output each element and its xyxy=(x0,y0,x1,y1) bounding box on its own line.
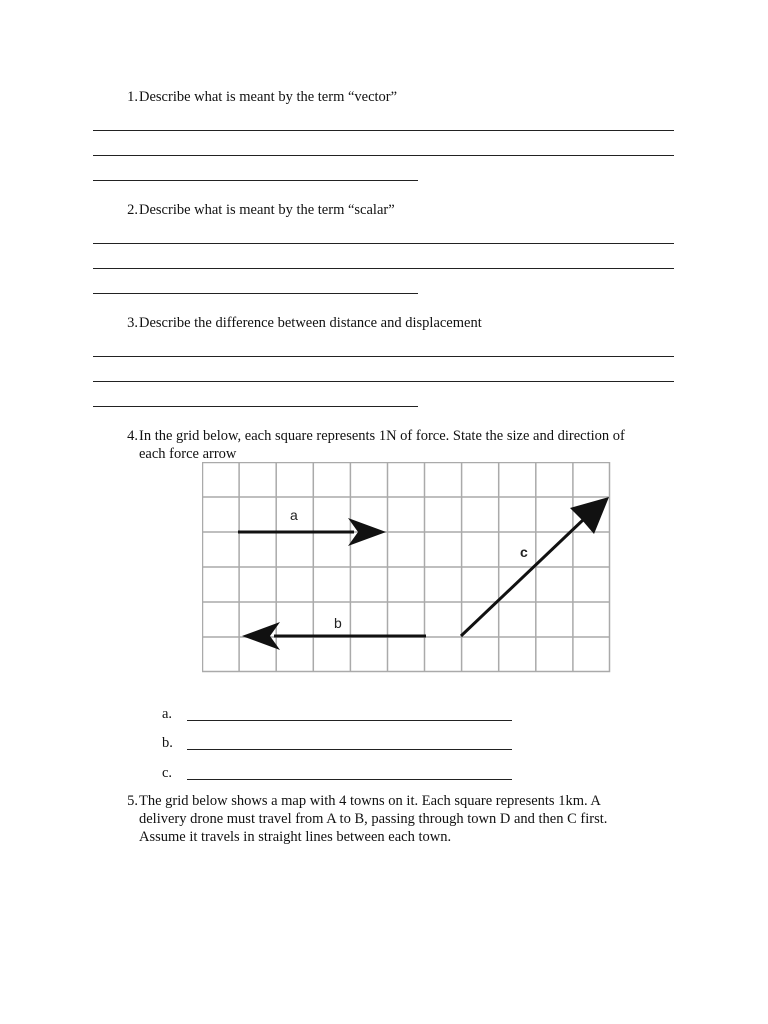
q1-answer-line-2[interactable] xyxy=(93,155,674,156)
question-2-number: 2. xyxy=(127,202,138,218)
answer-b xyxy=(162,734,522,754)
q3-answer-line-1[interactable] xyxy=(93,356,674,357)
force-grid-figure xyxy=(202,462,612,674)
question-4-text-line-2: each force arrow xyxy=(139,446,237,462)
question-5-text-line-3: Assume it travels in straight lines between each town. xyxy=(139,829,452,845)
q2-answer-line-2[interactable] xyxy=(93,268,674,269)
q3-answer-line-3[interactable] xyxy=(93,406,418,407)
question-5-text-line-1: The grid below shows a map with 4 towns on it. Each square represents 1km. A xyxy=(139,793,601,809)
force-arrow-c-label: c xyxy=(520,544,528,560)
question-4-text-line-1: In the grid below, each square represents 1N of force. State the size and direction of xyxy=(139,428,625,444)
question-5-text-line-2: delivery drone must travel from A to B, passing through town D and then C first. xyxy=(139,811,608,827)
answer-c-label: c. xyxy=(162,765,173,781)
answer-a-label: a. xyxy=(162,706,173,722)
answer-a xyxy=(162,705,522,725)
force-arrow-b-label: b xyxy=(334,615,342,631)
q1-answer-line-1[interactable] xyxy=(93,130,674,131)
question-3-text: Describe the difference between distance and displacement xyxy=(139,315,482,331)
question-4-number: 4. xyxy=(127,428,138,444)
question-5 xyxy=(114,792,714,848)
q1-answer-line-3[interactable] xyxy=(93,180,418,181)
answer-c-line[interactable] xyxy=(187,779,512,780)
q3-answer-line-2[interactable] xyxy=(93,381,674,382)
answer-b-line[interactable] xyxy=(187,749,512,750)
q2-answer-line-3[interactable] xyxy=(93,293,418,294)
question-4 xyxy=(114,427,714,463)
question-1-number: 1. xyxy=(127,89,138,105)
answer-a-line[interactable] xyxy=(187,720,512,721)
force-arrow-a-label: a xyxy=(290,507,298,523)
question-3-number: 3. xyxy=(127,315,138,331)
q2-answer-line-1[interactable] xyxy=(93,243,674,244)
question-5-number: 5. xyxy=(127,793,138,809)
question-1-text: Describe what is meant by the term “vector” xyxy=(139,89,398,105)
question-2-text: Describe what is meant by the term “scalar” xyxy=(139,202,395,218)
answer-c xyxy=(162,764,522,784)
answer-b-label: b. xyxy=(162,735,173,751)
